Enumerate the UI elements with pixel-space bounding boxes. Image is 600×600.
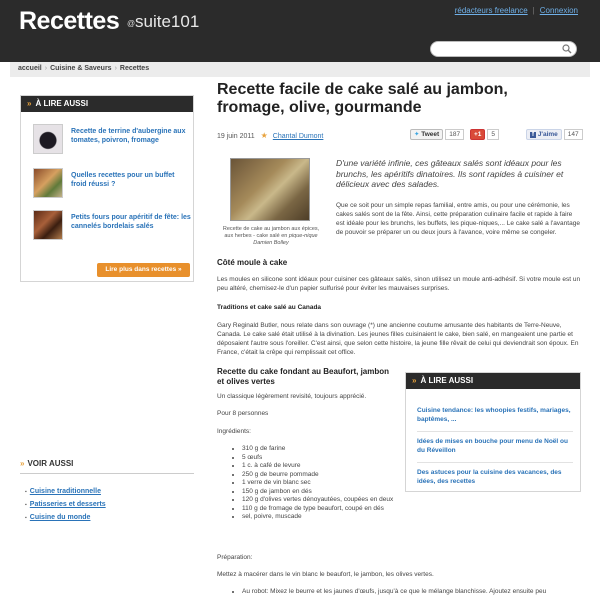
section-heading: Côté moule à cake [217,258,288,267]
list-item [25,514,106,521]
servings-text: Pour 8 personnes [217,410,269,417]
article-thumbnail[interactable] [33,124,63,154]
preparation-label: Préparation: [217,554,253,561]
breadcrumb-separator: › [44,65,48,72]
site-logo[interactable]: Recettes [19,7,120,35]
search-box[interactable] [430,41,577,57]
sidebar-article-link[interactable]: Recette de terrine d'aubergine aux tomates, poivron, fromage [71,128,186,144]
breadcrumb-recettes[interactable]: Recettes [119,65,150,72]
divider [20,473,194,474]
inline-read-also [405,372,581,492]
list-item: • 110 g de fromage de type beaufort, coupé en dés [242,505,407,514]
list-item: • 250 g de beurre pommade [242,471,407,480]
sidebar-article-link[interactable]: Quelles recettes pour un buffet froid réussi ? [71,172,175,188]
breadcrumb-home[interactable]: accueil [18,65,42,72]
list-item [25,501,106,508]
article-thumbnail[interactable] [33,210,63,240]
plusone-share [470,129,499,141]
article-lead: D'une variété infinie, ces gâteaux salés sont idéaux pour les brunchs, les apéritifs dinatoires. Ils sont rapides à cuisiner et délicieux avec des salades. [336,158,564,189]
inline-article-link[interactable]: Des astuces pour la cuisine des vacances, des idées, des recettes [417,469,562,485]
like-button[interactable]: f J'aime [526,129,562,140]
article-paragraph: Les moules en silicone sont idéaux pour cuisiner ces gâteaux salés, sinon utilisez un moule anti-adhésif. Si votre moule est un peu altéré, chemisez-le d'un papier sulfurisé pour éviter les mauvaises surprises. [217,276,581,292]
link-separator: | [532,6,535,15]
divider [417,431,573,432]
list-item: • Au robot: Mixez le beurre et les jaunes d'œufs, jusqu'à ce que le mélange blanchisse. Ajoutez ensuite peu [242,588,592,595]
article-title: Recette facile de cake salé au jambon, fromage, olive, gourmande [217,81,508,116]
star-icon: ★ [260,131,268,140]
plusone-count: 5 [487,129,499,140]
login-link[interactable]: Connexion [539,6,578,15]
chevron-right-icon: » [412,376,417,385]
top-links [455,6,578,15]
search-icon[interactable] [562,44,572,54]
article-meta [217,131,323,140]
breadcrumb-category[interactable]: Cuisine & Saveurs [50,65,112,72]
sidebar-article-2[interactable] [33,168,191,200]
read-more-button[interactable]: Lire plus dans recettes » [97,263,190,277]
list-item: • 1 c. à café de levure [242,462,407,471]
author-link[interactable]: Chantal Dumont [272,133,324,140]
plusone-button[interactable]: +1 [470,129,485,140]
article-photo[interactable] [230,158,310,221]
tweet-share [410,129,464,141]
inline-box-heading: » À LIRE AUSSI [406,373,580,389]
list-item: • 310 g de farine [242,445,407,454]
tweet-count: 187 [445,129,464,140]
logo-at: @ [127,19,136,28]
article-paragraph: Gary Reginald Butler, nous relate dans son ouvrage (*) une ancienne coutume amusante des habitants de Terre-Neuve, Canada. Le cake salé était utilisé à la divination. Les jeunes filles cuisinaient le cake, bien salé, en mangeaient une partie et déposaient l'autre sous l'oreiller. C'est ainsi, que selon cette histoire, la jeune fille rêvait de celui qui deviendrait son époux. En France, c'était la crêpe qui remplissait cet office. [217,322,579,356]
twitter-bird-icon: ✦ [414,131,420,138]
divider [417,462,573,463]
like-share [526,129,583,141]
list-item: • 120 g d'olives vertes dénoyautées, coupées en deux [242,496,407,505]
steps-list [232,588,592,595]
article-paragraph: Un classique légèrement revisité, toujours apprécié. [217,393,367,400]
tweet-button[interactable]: ✦ Tweet [410,129,443,140]
photo-caption: Recette de cake au jambon aux épices, aux herbes - cake salé en pique-nique Damien Bolley [222,226,320,246]
list-item: • sel, poivre, muscade [242,513,407,522]
section-heading: Recette du cake fondant au Beaufort, jambon et olives vertes [217,367,390,386]
like-count: 147 [564,129,583,140]
sidebar-heading: » À LIRE AUSSI [21,96,193,112]
facebook-icon: f [532,132,534,138]
inline-article-link[interactable]: Idées de mises en bouche pour menu de Noël ou du Réveillon [417,438,568,454]
ingredients-label: Ingrédients: [217,428,251,435]
see-also-list [25,488,106,527]
article-date: 19 juin 2011 [217,133,255,140]
article-paragraph: Mettez à macérer dans le vin blanc le beaufort, le jambon, les olives vertes. [217,571,434,578]
ingredients-list [232,445,407,522]
breadcrumb-separator: › [114,65,117,72]
inline-article-link[interactable]: Cuisine tendance: les whoopies festifs, mariages, baptêmes, ... [417,407,571,423]
list-item: • 150 g de jambon en dés [242,488,407,497]
search-input[interactable] [437,46,562,60]
brand-logo[interactable]: suite101 [135,12,200,31]
see-also-link[interactable]: Cuisine du monde [29,514,91,521]
see-also-link[interactable]: Cuisine traditionnelle [29,488,101,495]
sidebar-article-link[interactable]: Petits fours pour apéritif de fête: les cannelés bordelais salés [71,214,191,230]
sidebar-read-also [20,95,194,282]
list-item: • 5 œufs [242,454,407,463]
chevron-right-icon: » [20,459,25,468]
breadcrumb [18,65,149,72]
article-thumbnail[interactable] [33,168,63,198]
list-item: • 1 verre de vin blanc sec [242,479,407,488]
sidebar-article-3[interactable] [33,210,191,242]
list-item [25,488,106,495]
article-paragraph: Que ce soit pour un simple repas familial, entre amis, ou pour une cérémonie, les cakes salés sont de la fête. Ainsi, cette préparation culinaire facile et rapide à faire est idéale pour les brunchs, les buffets, les pique-niques,... Le cake salé a l'avantage de pouvoir se préparer un ou deux jours à l'avance, voire même se congeler. [336,202,580,236]
section-subheading: Traditions et cake salé au Canada [217,304,322,311]
chevron-right-icon: » [27,99,32,108]
see-also-link[interactable]: Patisseries et desserts [29,501,106,508]
freelance-link[interactable]: rédacteurs freelance [454,6,528,15]
sidebar-article-1[interactable] [33,124,191,156]
see-also-heading: » VOIR AUSSI [20,459,74,468]
